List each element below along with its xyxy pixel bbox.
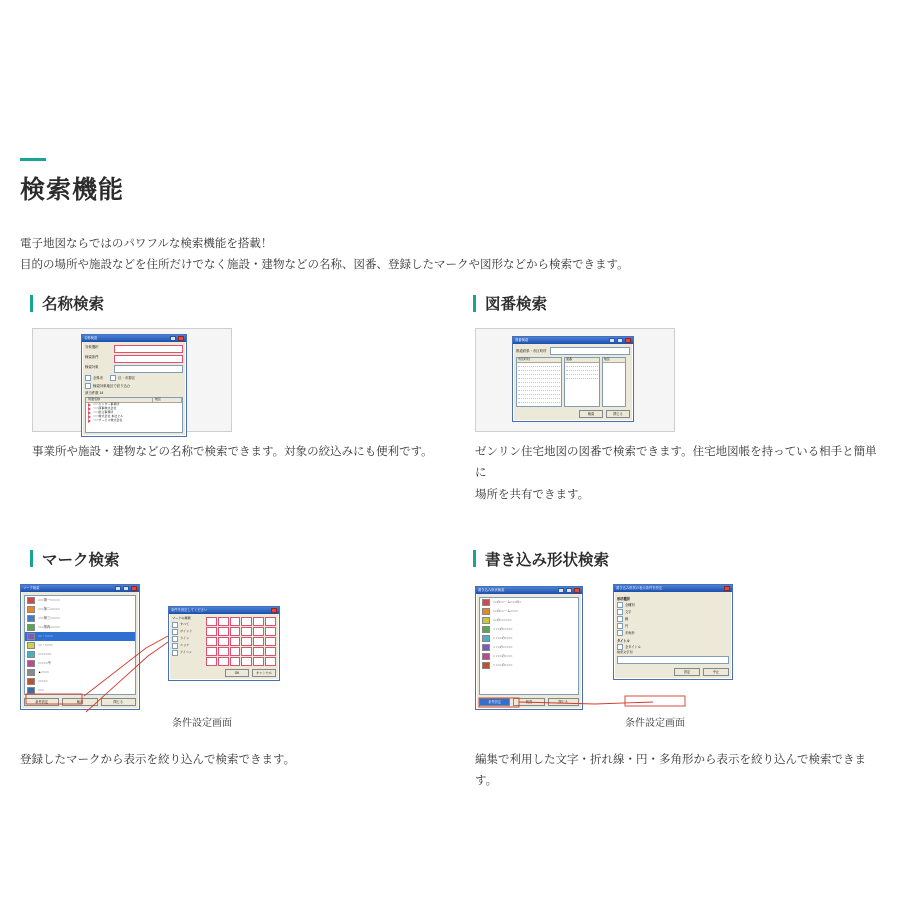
search-button[interactable]: 検索 [579,410,603,418]
option-label: ポイント [180,628,193,633]
mark-color-swatch [27,624,35,631]
list-item-label: ○○・○○○○ [38,643,53,648]
palette-cell[interactable] [230,627,241,636]
button-row [172,669,276,677]
list-item-label: ○ ○○の○○○○○ [493,645,513,650]
field-input-1[interactable] [114,355,183,363]
result-row-label: ○○○センター事業所 [93,402,120,407]
close-button[interactable] [178,336,184,341]
condition-options [172,617,204,666]
mark-color-swatch [27,678,35,685]
option-label: 円 [625,623,629,628]
window-titlebar [614,585,732,592]
checkbox-label: 区・市郡区 [118,375,136,380]
list-item[interactable] [480,661,578,670]
result-row[interactable] [86,419,182,423]
list-item[interactable] [25,677,135,686]
palette-cell[interactable] [206,637,217,646]
heading-bar [30,550,33,567]
footer-button-row [479,698,579,706]
list-item[interactable] [25,641,135,650]
list-item-label: ○○○○○中 [38,661,51,666]
palette-cell[interactable] [241,637,252,646]
list-item[interactable] [480,607,578,616]
checkbox-all-cities[interactable] [85,375,103,381]
list-item-label: ○○○第二○○○○○ [38,607,60,612]
section-heading [463,292,880,314]
list-item[interactable] [25,614,135,623]
list-item[interactable] [25,596,135,605]
mark-list[interactable] [24,595,136,695]
window-title: 書き込み形状検索 [478,588,505,593]
group-label-title: タイトル [617,638,630,643]
palette-cell[interactable] [265,627,276,636]
palette-cell[interactable] [206,657,217,666]
footer-button-row [24,698,136,706]
option-text[interactable] [617,609,729,615]
window-title: 書き込み形状の表示条件を設定 [616,586,663,591]
palette-cell[interactable] [206,647,217,656]
list-item[interactable] [25,668,135,677]
icon-palette-grid[interactable] [206,617,276,666]
window-title: 図番検索 [515,338,529,343]
mark-color-swatch [27,660,35,667]
palette-cell[interactable] [206,627,217,636]
section-title: 名称検索 [42,296,105,313]
palette-cell[interactable] [218,617,229,626]
sections-grid [20,292,880,792]
window-body [82,342,186,436]
option-label: ライン [180,635,190,640]
shape-color-swatch [482,617,490,624]
list-item-label: ○○○第一○○○○○ [38,598,60,603]
mock-window-map-number-search [512,336,634,422]
window-body [169,614,279,680]
search-text-label: 検索文字列 [617,649,633,654]
field-grid [85,345,183,373]
shape-color-swatch [482,626,490,633]
column-header-city: 市区町村 [517,358,561,363]
search-button[interactable]: 検索 [513,698,544,706]
result-row-label: ○○○総合事務所 [93,410,114,415]
palette-cell[interactable] [230,647,241,656]
list-item[interactable] [480,616,578,625]
mark-color-swatch [27,615,35,622]
window-titlebar [169,607,279,614]
heading-bar [30,295,33,312]
palette-cell[interactable] [241,617,252,626]
list-item-label: ○ ○○の○○○○○ [493,627,513,632]
list-item[interactable] [480,625,578,634]
checkbox-ward[interactable] [110,375,135,381]
mock-window-mark-condition [168,606,280,681]
option-label: すべて [180,621,190,626]
close-button-labeled[interactable]: 閉じる [548,698,579,706]
lead-text [20,234,629,277]
palette-cell[interactable] [206,617,217,626]
checkbox-box-icon [172,643,178,649]
list-item-label: ○○の○○－ム○○○の○ [493,600,522,605]
mark-color-swatch [27,642,35,649]
shape-color-swatch [482,644,490,651]
checkbox-box-icon [617,623,623,629]
icon-palette[interactable] [206,617,276,666]
search-text-input[interactable] [617,656,729,664]
minimize-button[interactable] [170,336,176,341]
section-heading [20,292,437,314]
palette-cell[interactable] [241,657,252,666]
screenshot-map-number-search [475,328,675,432]
mock-window-shape-search [475,586,583,710]
apply-button[interactable]: 設定 [674,668,700,676]
option-point[interactable] [172,629,204,635]
maximize-button[interactable] [566,588,572,593]
section-heading [463,548,880,570]
column-header-number: 図番 [565,358,599,363]
group-label: マークの種類 [172,615,191,620]
option-label: 文字 [625,609,632,614]
palette-cell[interactable] [253,617,264,626]
field-input-0[interactable] [114,345,183,353]
palette-cell[interactable] [265,657,276,666]
section-caption [463,442,880,506]
window-titlebar [82,335,186,342]
checkbox-box-icon [617,609,623,615]
section-title: マーク検索 [42,551,120,569]
option-label: 全タイトル [625,644,641,649]
pane-city-list[interactable] [516,357,562,407]
palette-cell[interactable] [265,647,276,656]
checkbox-box-icon [617,602,623,608]
window-body [21,592,139,709]
shape-list[interactable] [479,597,579,695]
field-label-2: 検索対象 [85,365,99,369]
list-item[interactable] [480,652,578,661]
minimize-button[interactable] [558,588,564,593]
option-icon[interactable] [172,650,204,656]
checkbox-box-icon [617,644,623,650]
section-title: 書き込み形状検索 [485,551,610,569]
field-label-1: 検索条件 [85,355,99,359]
list-item-label: ○○○第四○○○○○ [38,625,60,630]
palette-cell[interactable] [218,627,229,636]
palette-cell[interactable] [218,637,229,646]
palette-cell[interactable] [230,617,241,626]
section-shape-search [463,548,880,793]
checkbox-box-icon [172,629,178,635]
result-count-label: 該当件数 14 [85,391,104,395]
palette-cell[interactable] [218,657,229,666]
result-row-label: ○○○商事株式会社 [93,406,117,411]
mark-color-swatch [27,633,35,640]
checkbox-box-icon [172,636,178,642]
list-item-label: ○○の○○－ム○○○○ [493,609,518,614]
section-heading [20,548,437,570]
section-caption: 登録したマークから表示を絞り込んで検索できます。 [20,753,296,766]
checkbox-label: 全県市 [93,375,104,380]
column-header-area: 地区 [603,358,625,363]
shape-color-swatch [482,653,490,660]
heading-bar [473,295,476,312]
caption-line-2: 場所を共有できます。 [475,488,590,501]
checkbox-box-icon [172,650,178,656]
list-item-label: ○ ○○○の○○○○ [493,654,513,659]
mock-window-shape-condition [613,584,733,680]
section-mark-search [20,548,437,793]
screenshot-mark-search [20,584,288,732]
pane-area-list[interactable] [602,357,626,407]
button-row [516,410,630,418]
screenshot-wrapper [463,584,880,732]
section-name-search [20,292,437,506]
palette-cell[interactable] [253,657,264,666]
screenshot-wrapper [20,584,437,732]
screenshot-wrapper [463,328,880,432]
palette-cell[interactable] [253,637,264,646]
palette-cell[interactable] [230,657,241,666]
mark-color-swatch [27,687,35,694]
checkbox-box-icon [85,375,91,381]
section-title: 図番検索 [485,296,548,313]
result-row-label: ○○○株式会社 本社ビル [93,414,124,419]
option-area[interactable] [172,643,204,649]
list-item-label: ○○○○○ [38,679,48,684]
screenshot-name-search [32,328,232,432]
screenshot-wrapper [20,328,437,432]
window-title: 条件を設定してください [171,608,208,613]
list-item-label: ○ ○○○の○○○○ [493,636,513,641]
field-input-2[interactable] [114,365,183,373]
checkbox-row [85,375,183,381]
section-caption: 編集で利用した文字・折れ線・円・多角形から表示を絞り込んで検索できます。 [475,753,866,788]
list-item[interactable] [25,650,135,659]
option-polygon[interactable] [617,630,729,636]
option-line[interactable] [172,636,204,642]
mark-color-swatch [27,651,35,658]
option-label: 全種別 [625,602,635,607]
mock-window-mark-search [20,584,140,710]
list-item-label: ▲○○○○ [38,670,49,675]
field-row [516,347,630,355]
section-map-number-search [463,292,880,506]
list-item-label: ○○○ [38,688,44,693]
marker-icon [88,419,91,423]
palette-cell[interactable] [230,637,241,646]
close-button[interactable] [574,588,580,593]
maximize-button[interactable] [123,586,129,591]
condition-settings-button[interactable]: 条件設定 [24,698,59,706]
window-title: マーク検索 [23,586,40,591]
condition-settings-button[interactable]: 条件設定 [479,698,510,706]
list-item[interactable] [25,686,135,695]
accent-rule [20,158,46,161]
palette-cell[interactable] [265,617,276,626]
option-circle[interactable] [617,623,729,629]
close-button[interactable] [625,338,631,343]
shape-color-swatch [482,662,490,669]
window-titlebar [476,587,582,594]
lead-line-1: 電子地図ならではのパワフルな検索機能を搭載！ [20,238,273,250]
lead-line-2: 目的の場所や施設などを住所だけでなく施設・建物などの名称、図番、登録したマークや図形などから検索できます。 [20,259,629,272]
option-label: 多角形 [625,630,635,635]
list-item-label: ○○・○○○○ [38,634,53,639]
cancel-button[interactable]: キャンセル [252,669,276,677]
field-label-0: 対象選択 [85,345,99,349]
section-caption: 事業所や施設・建物などの名称で検索できます。対象の絞込みにも便利です。 [32,446,433,458]
mock-window-name-search [81,334,187,437]
minimize-button[interactable] [115,586,121,591]
list-item[interactable] [25,605,135,614]
shape-color-swatch [482,635,490,642]
palette-cell[interactable] [241,647,252,656]
screenshot-shape-search [475,584,743,732]
search-button[interactable]: 検索 [62,698,97,706]
list-item-label: ○○の○○○○○○ [493,618,512,623]
list-item-label: ○ ○○○の○○○○ [493,663,513,668]
pane-number-list[interactable] [564,357,600,407]
group-label-shape-type: 形状種別 [617,596,630,601]
palette-cell[interactable] [253,647,264,656]
window-body [513,344,633,421]
result-list[interactable] [85,397,183,433]
checkbox-box-icon [110,375,116,381]
list-item[interactable] [25,623,135,632]
caption-line-1: ゼンリン住宅地図の図番で検索できます。住宅地図帳を持っている相手と簡単に [475,446,877,480]
field-label: 都道府県・市区町村 [516,348,547,353]
page-title: 検索機能 [20,176,125,204]
option-all-types[interactable] [617,602,729,608]
sub-caption: 条件設定画面 [625,717,685,729]
button-row [617,668,729,676]
palette-cell[interactable] [265,637,276,646]
checkbox-label: 検索対象地区で絞り込む [93,383,131,388]
result-row-label: ○○○サービス株式会社 [93,418,123,423]
list-item-selected[interactable] [25,632,135,641]
checkbox-box-icon [85,383,91,389]
window-titlebar [513,337,633,344]
section-row-bottom [20,548,880,793]
close-button[interactable] [724,586,730,591]
heading-bar [473,550,476,567]
window-titlebar [21,585,139,592]
palette-cell[interactable] [218,647,229,656]
option-all-titles[interactable] [617,644,729,650]
section-row-top [20,292,880,506]
close-button[interactable] [131,586,137,591]
ok-button[interactable]: OK [225,669,249,677]
field-input[interactable] [550,347,630,355]
window-body [614,592,732,679]
close-button-labeled[interactable]: 閉じる [606,410,630,418]
close-button[interactable] [271,608,277,613]
list-item[interactable] [480,643,578,652]
window-title: 名称検索 [84,336,98,341]
mark-color-swatch [27,606,35,613]
column-header-area: 地区 [153,398,182,402]
list-item[interactable] [480,598,578,607]
maximize-button[interactable] [617,338,623,343]
option-line[interactable] [617,616,729,622]
cancel-button[interactable]: 中止 [703,668,729,676]
list-item-label: ○○○○○○○ [38,652,52,657]
panes [516,357,630,407]
shape-color-swatch [482,608,490,615]
minimize-button[interactable] [609,338,615,343]
mark-color-swatch [27,597,35,604]
option-label: エリア [180,642,190,647]
palette-cell[interactable] [241,627,252,636]
option-label: 線 [625,616,629,621]
option-all[interactable] [172,622,204,628]
column-header-name: 用途名称 [86,398,153,402]
checkbox-box-icon [172,622,178,628]
condition-content [172,617,276,666]
sub-caption: 条件設定画面 [172,717,232,729]
list-item[interactable] [25,659,135,668]
checkbox-narrow-by-area[interactable] [85,383,183,389]
close-button-labeled[interactable]: 閉じる [101,698,136,706]
checkbox-box-icon [617,616,623,622]
checkbox-box-icon [617,630,623,636]
list-item[interactable] [480,634,578,643]
list-item-label: ○○○第三○○○○○ [38,616,60,621]
window-body [476,594,582,709]
mark-color-swatch [27,669,35,676]
option-label: アイコン [180,649,192,654]
palette-cell[interactable] [253,627,264,636]
shape-color-swatch [482,599,490,606]
